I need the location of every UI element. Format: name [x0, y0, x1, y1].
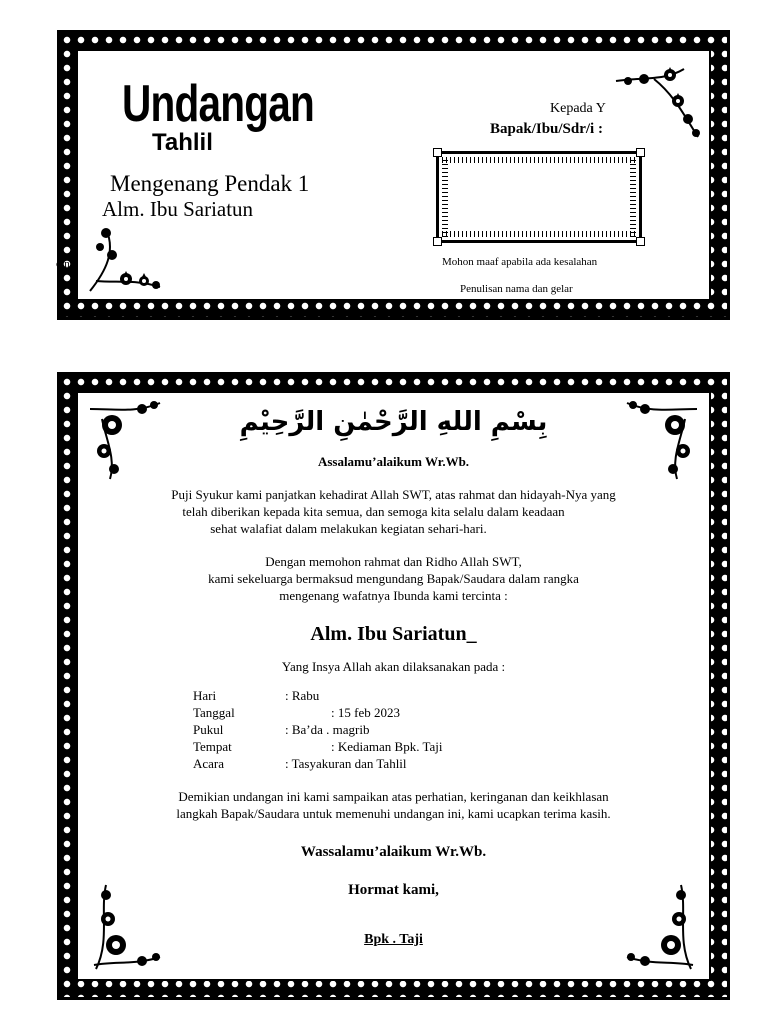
paragraph-line: telah diberikan kepada kita semua, dan semoga kita selalu dalam keadaan [182, 504, 565, 519]
deceased-name-heading: Alm. Ibu Sariatun_ [310, 623, 477, 645]
apology-note: Penulisan nama dan gelar [460, 283, 573, 295]
detail-label: Tanggal [193, 705, 235, 720]
paragraph-line: Puji Syukur kami panjatkan kehadirat Allah SWT, atas rahmat dan hidayah-Nya yang [171, 487, 616, 502]
signature: Bpk . Taji [364, 932, 423, 947]
memorial-line: Mengenang Pendak 1 [110, 171, 310, 196]
farewell: Wassalamu’alaikum Wr.Wb. [300, 844, 487, 860]
invitation-cover-card [57, 30, 730, 320]
closing-paragraph [78, 788, 709, 822]
title-undangan: Undangan [122, 75, 315, 133]
recipient-name-box[interactable] [436, 151, 642, 243]
detail-label: Pukul [193, 722, 224, 737]
deceased-name: Alm. Ibu Sariatun [102, 197, 254, 221]
opening-paragraph [78, 486, 709, 537]
cover-panel [56, 49, 711, 301]
detail-value: : Ba’da . magrib [285, 722, 370, 737]
floral-ornament-icon [86, 221, 166, 293]
paragraph-line: mengenang wafatnya Ibunda kami tercinta : [279, 588, 508, 603]
body-panel [76, 391, 711, 981]
detail-value: : Tasyakuran dan Tahlil [285, 756, 407, 771]
invitation-body-card [57, 372, 730, 1000]
detail-label: Tempat [193, 739, 232, 754]
paragraph-line: Dengan memohon rahmat dan Ridho Allah SWT, [265, 554, 522, 569]
detail-label: Acara [193, 756, 225, 771]
bismillah-calligraphy: بِسْمِ اللهِ الرَّحْمٰنِ الرَّحِيْمِ [239, 407, 548, 437]
greeting: Assalamu’alaikum Wr.Wb. [317, 454, 470, 469]
to-label: Kepada Y [550, 101, 606, 116]
paragraph-line: langkah Bapak/Saudara untuk memenuhi undangan ini, kami ucapkan terima kasih. [176, 806, 611, 821]
box-corner [433, 237, 442, 246]
paragraph-line: Demikian undangan ini kami sampaikan atas perhatian, keringanan dan keikhlasan [178, 789, 609, 804]
box-border-pattern [442, 157, 636, 237]
box-corner [636, 148, 645, 157]
regards: Hormat kami, [348, 882, 439, 898]
event-details [193, 687, 493, 777]
box-corner [636, 237, 645, 246]
floral-ornament-icon [614, 61, 702, 141]
stray-text: o n [56, 258, 70, 270]
detail-value: : 15 feb 2023 [331, 705, 400, 720]
invitation-paragraph [78, 553, 709, 604]
subtitle-tahlil: Tahlil [152, 129, 213, 156]
recipient-label: Bapak/Ibu/Sdr/i : [490, 121, 603, 137]
apology-note: Mohon maaf apabila ada kesalahan [442, 256, 598, 268]
detail-value: : Rabu [285, 688, 320, 703]
paragraph-line: sehat walafiat dalam melakukan kegiatan sehari-hari. [210, 521, 487, 536]
detail-value: : Kediaman Bpk. Taji [331, 739, 443, 754]
paragraph-line: kami sekeluarga bermaksud mengundang Bapak/Saudara dalam rangka [208, 571, 579, 586]
box-corner [433, 148, 442, 157]
detail-label: Hari [193, 688, 217, 703]
schedule-intro: Yang Insya Allah akan dilaksanakan pada : [281, 659, 506, 674]
